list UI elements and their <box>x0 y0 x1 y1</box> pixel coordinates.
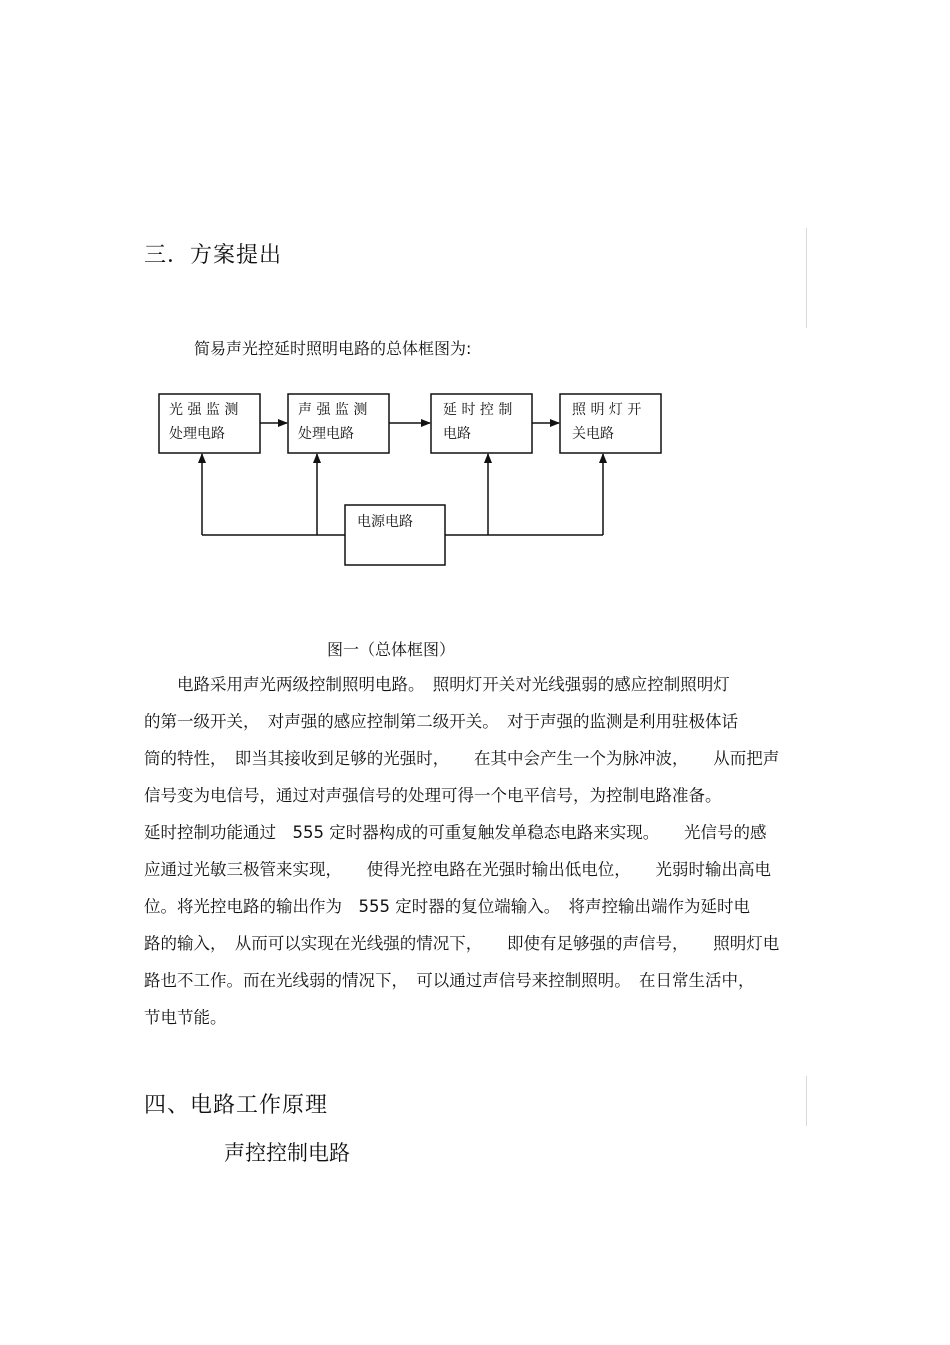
paragraph-line: 电路采用声光两级控制照明电路。 照明灯开关对光线强弱的感应控制照明灯 <box>144 675 730 694</box>
paragraph-line: 位。将光控电路的输出作为 555 定时器的复位端输入。 将声控输出端作为延时电 <box>144 897 750 916</box>
diagram-intro: 简易声光控延时照明电路的总体框图为: <box>194 339 472 358</box>
paragraph-line: 应通过光敏三极管来实现， 使得光控电路在光强时输出低电位， 光弱时输出高电 <box>144 860 771 879</box>
block-label-delay-1: 延 时 控 制 <box>443 402 513 418</box>
block-diagram <box>0 0 950 600</box>
paragraph-line: 的第一级开关， 对声强的感应控制第二级开关。 对于声强的监测是利用驻极体话 <box>144 712 738 731</box>
block-label-lamp-2: 关电路 <box>572 426 614 442</box>
block-label-power: 电源电路 <box>357 514 413 530</box>
figure-caption: 图一（总体框图） <box>327 640 456 659</box>
body-paragraph <box>144 666 814 1036</box>
paragraph-line: 延时控制功能通过 555 定时器构成的可重复触发单稳态电路来实现。 光信号的感 <box>144 823 767 842</box>
block-label-sound-1: 声 强 监 测 <box>298 402 368 418</box>
paragraph-line: 路也不工作。而在光线弱的情况下， 可以通过声信号来控制照明。 在日常生活中， <box>144 971 755 990</box>
block-label-sound-2: 处理电路 <box>298 426 354 442</box>
margin-rule-bottom <box>806 1076 807 1126</box>
section-3-heading: 三．方案提出 <box>144 243 283 268</box>
paragraph-line: 路的输入， 从而可以实现在光线强的情况下， 即使有足够强的声信号， 照明灯电 <box>144 934 780 953</box>
paragraph-line: 节电节能。 <box>144 1008 227 1027</box>
block-label-lamp-1: 照 明 灯 开 <box>572 402 642 418</box>
paragraph-line: 筒的特性， 即当其接收到足够的光强时， 在其中会产生一个为脉冲波， 从而把声 <box>144 749 780 768</box>
sub-heading: 声控控制电路 <box>224 1141 350 1165</box>
paragraph-line: 信号变为电信号，通过对声强信号的处理可得一个电平信号，为控制电路准备。 <box>144 786 722 805</box>
section-4-heading: 四、电路工作原理 <box>144 1093 329 1118</box>
block-label-light-1: 光 强 监 测 <box>169 402 239 418</box>
block-label-delay-2: 电路 <box>443 426 471 442</box>
block-label-light-2: 处理电路 <box>169 426 225 442</box>
